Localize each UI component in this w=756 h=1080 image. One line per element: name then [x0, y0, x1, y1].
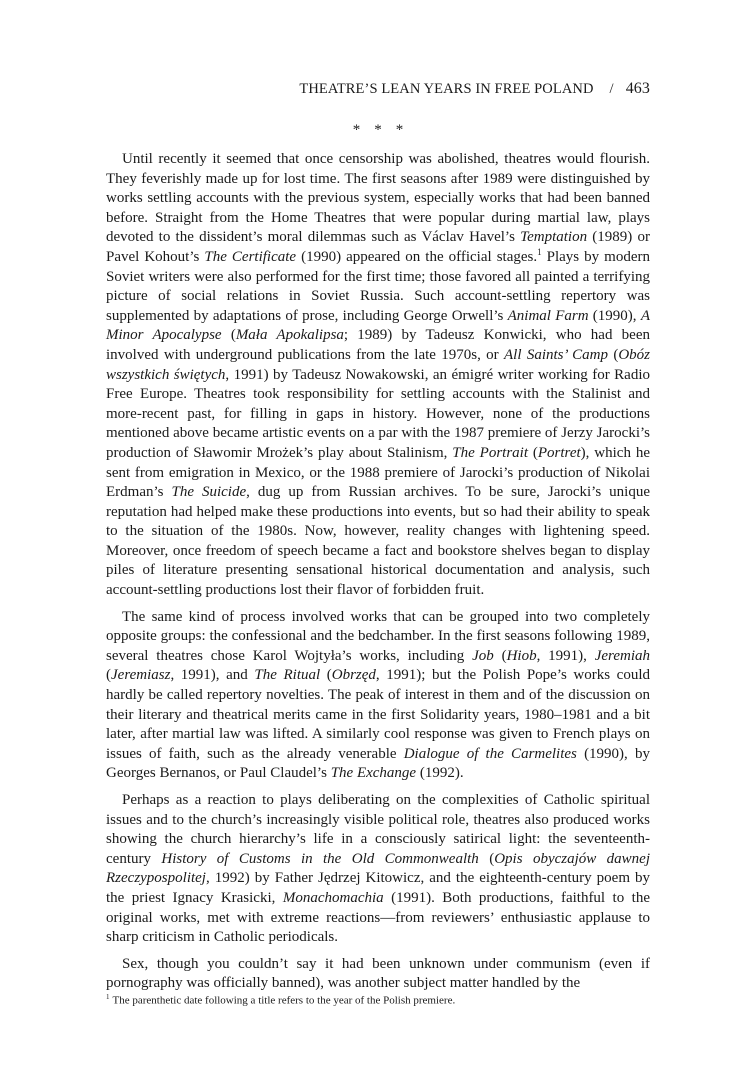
- section-break-star: *: [352, 122, 361, 138]
- footnote-text: The parenthetic date following a title refers to the year of the Polish premiere.: [112, 994, 456, 1007]
- running-header: [106, 80, 650, 98]
- paragraph: Sex, though you couldn’t say it had been unknown under communism (even if pornography was officially banned), was another subject matter handled by the: [106, 955, 650, 992]
- body-text: [106, 150, 650, 1001]
- section-break: [106, 122, 650, 139]
- header-separator: /: [609, 81, 614, 97]
- paragraph: The same kind of process involved works that can be grouped into two completely opposite groups: the confessional and the bedchamber. In the first seasons following 1989, several theatres chose Karol Wojtyła’s works, including Job (Hiob, 1991), Jeremiah (Jeremiasz, 1991), and The Ritual (Obrzęd, 1991); but the Polish Pope’s works could hardly be called repertory novelties. The peak of interest in them and of the discussion on their literary and theatrical merits came in the first Solidarity years, 1980–1981 and a bit later, after martial law was lifted. A similarly cool response was given to French plays on issues of faith, such as the already venerable Dialogue of the Carmelites (1990), by Georges Bernanos, or Paul Claudel’s The Exchange (1992).: [106, 608, 651, 782]
- running-title: THEATRE’S LEAN YEARS IN FREE POLAND: [299, 81, 594, 97]
- footnote: [106, 990, 650, 1008]
- footnote-reference: 1: [537, 246, 542, 257]
- page-number: 463: [625, 80, 650, 97]
- paragraph: Until recently it seemed that once censorship was abolished, theatres would flourish. They feverishly made up for lost time. The first seasons after 1989 were distinguished by works settling accounts with the previous system, especially works that had been banned before. Straight from the Home Theatres that were popular during martial law, plays devoted to the dissident’s moral dilemmas such as Václav Havel’s Temptation (1989) or Pavel Kohout’s The Certificate (1990) appeared on the official stages.$^1$ Plays by modern Soviet writers were also performed for the first time; those favored all painted a terrifying picture of social relations in Soviet Russia. Such account-settling repertory was supplemented by adaptations of prose, including George Orwell’s Animal Farm (1990), A Minor Apocalypse (Mała Apokalipsa; 1989) by Tadeusz Konwicki, who had been involved with underground publications from the late 1970s, or All Saints’ Camp (Obóz wszystkich świętych, 1991) by Tadeusz Nowakowski, an émigré writer working for Radio Free Europe. Theatres took responsibility for settling accounts with the Stalinist and more-recent past, for filling in gaps in history. However, none of the productions mentioned above became artistic events on a par with the 1987 premiere of Jerzy Jarocki’s production of Sławomir Mrożek’s play about Stalinism, The Portrait (Portret), which he sent from emigration in Mexico, or the 1988 premiere of Jarocki’s production of Nikolai Erdman’s The Suicide, dug up from Russian archives. To be sure, Jarocki’s unique reputation had helped make these productions into events, but so had their ability to speak to the situation of the 1980s. Now, however, reality changes with lightening speed. Moreover, once freedom of speech became a fact and bookstore shelves began to display piles of literature presenting sensational historical documentation and analysis, such account-settling productions lost their flavor of forbidden fruit.: [106, 151, 651, 599]
- section-break-star: *: [374, 122, 382, 138]
- footnote-marker: 1: [106, 993, 110, 1001]
- section-break-star: *: [395, 122, 404, 138]
- paragraph: Perhaps as a reaction to plays deliberating on the complexities of Catholic spiritual issues and to the church’s increasingly visible political role, theatres also produced works showing the church hierarchy’s life in a consciously satirical light: the seventeenth-century History of Customs in the Old Commonwealth (Opis obyczajów dawnej Rzeczypospolitej, 1992) by Father Jędrzej Kitowicz, and the eighteenth-century poem by the priest Ignacy Krasicki, Monachomachia (1991). Both productions, faithful to the original works, met with extreme reactions—from reviewers’ enthusiastic applause to sharp criticism in Catholic periodicals.: [106, 792, 651, 946]
